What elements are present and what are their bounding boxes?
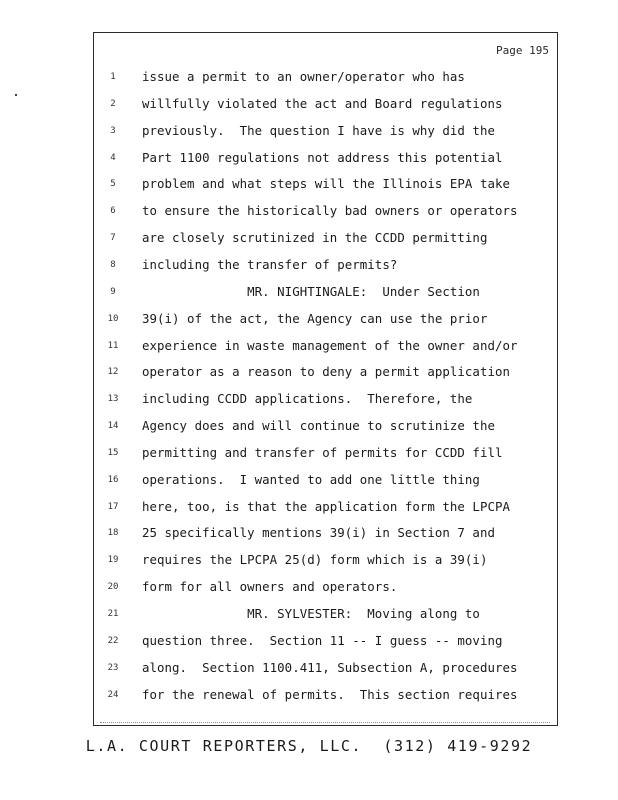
line-text: willfully violated the act and Board regulations [142,95,503,111]
transcript-line [94,256,559,280]
line-number: 3 [110,125,116,136]
line-text: problem and what steps will the Illinois EPA take [142,176,510,192]
line-number: 2 [110,98,116,109]
page-number: Page 195 [496,44,549,57]
line-text: Part 1100 regulations not address this potential [142,149,503,165]
line-text: here, too, is that the application form the LPCPA [142,498,510,514]
line-text: permitting and transfer of permits for CCDD fill [142,444,503,460]
line-number: 9 [110,286,116,297]
transcript-line [94,524,559,548]
line-number: 21 [107,609,119,619]
line-number: 23 [107,662,119,673]
transcript-line [94,363,559,387]
line-text: are closely scrutinized in the CCDD permitting [142,230,488,246]
transcript-line [94,283,559,307]
transcript-line [94,310,559,334]
transcript-line [94,498,559,522]
line-number: 6 [110,206,116,217]
line-text: experience in waste management of the owner and/or [142,337,518,353]
line-text: previously. The question I have is why did the [142,122,495,138]
line-number: 12 [107,367,119,378]
transcript-line [94,605,559,629]
transcript-line [94,686,559,710]
line-number: 20 [107,582,119,593]
transcript-line [94,632,559,656]
line-number: 14 [107,421,119,432]
transcript-line [94,68,559,92]
line-text: MR. NIGHTINGALE: Under Section [142,283,480,299]
line-text: for the renewal of permits. This section requires [142,686,518,702]
transcript-line [94,578,559,602]
line-text: operations. I wanted to add one little thing [142,471,480,487]
line-number: 7 [110,233,116,244]
line-text: including the transfer of permits? [142,256,398,272]
transcript-line [94,229,559,253]
line-number: 16 [107,474,119,485]
line-number: 18 [107,528,119,539]
line-text: form for all owners and operators. [142,579,398,595]
line-text: operator as a reason to deny a permit application [142,364,510,380]
court-reporter-footer: L.A. COURT REPORTERS, LLC. (312) 419-9292 [85,737,533,755]
transcript-line [94,417,559,441]
bottom-scan-smudge [100,722,550,724]
line-text: question three. Section 11 -- I guess -- moving [142,632,503,648]
line-text: MR. SYLVESTER: Moving along to [142,606,480,621]
transcript-line [94,149,559,173]
transcript-line [94,551,559,575]
transcript-line [94,95,559,119]
line-text: requires the LPCPA 25(d) form which is a 39(i) [142,552,488,568]
line-number: 24 [107,689,119,700]
line-number: 11 [107,340,119,351]
line-text: 39(i) of the act, the Agency can use the prior [142,310,488,326]
line-text: along. Section 1100.411, Subsection A, procedures [142,659,518,675]
transcript-line [94,337,559,361]
transcript-line [94,175,559,199]
transcript-line [94,390,559,414]
transcript-page-frame [93,32,558,726]
transcript-line [94,471,559,495]
line-number: 15 [107,447,119,458]
line-text: issue a permit to an owner/operator who has [142,69,465,84]
transcript-line [94,659,559,683]
transcript-line [94,122,559,146]
transcript-line [94,202,559,226]
line-text: including CCDD applications. Therefore, the [142,391,473,407]
line-number: 4 [110,152,116,163]
line-number: 10 [107,313,119,324]
line-text: Agency does and will continue to scrutinize the [142,418,495,434]
line-text: to ensure the historically bad owners or operators [142,203,518,219]
line-text: 25 specifically mentions 39(i) in Section 7 and [142,525,495,541]
line-number: 13 [107,394,119,405]
line-number: 8 [110,259,116,270]
line-number: 22 [107,635,119,646]
stray-scan-mark [15,94,17,96]
line-number: 1 [110,72,116,82]
line-number: 5 [110,179,116,190]
line-number: 19 [107,555,119,566]
line-number: 17 [107,501,119,512]
transcript-line [94,444,559,468]
